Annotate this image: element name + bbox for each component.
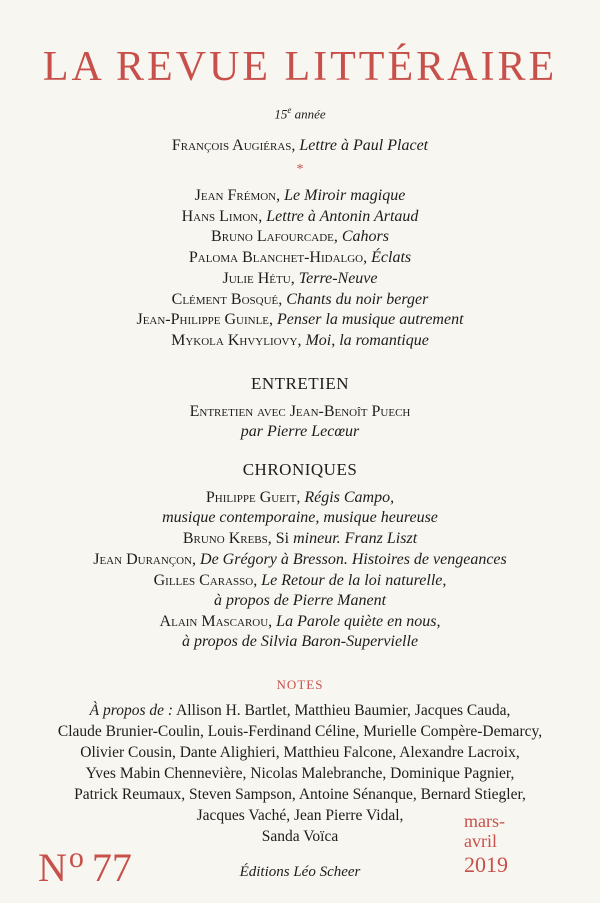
notes-line-2: Claude Brunier-Coulin, Louis-Ferdinand Céline, Murielle Compère-Demarcy, <box>57 723 543 740</box>
notes-line-4: Yves Mabin Chennevière, Nicolas Malebranche, Dominique Pagnier, <box>85 765 515 782</box>
contents-item: Mykola Khvyliovy, Moi, la romantique <box>171 331 429 349</box>
notes-line-7: Sanda Voïca <box>261 828 339 845</box>
chronique-work: mineur. Franz Liszt <box>293 530 418 547</box>
contents-author: Bruno Lafourcade <box>211 228 334 246</box>
issue-ordinal: o <box>68 841 84 874</box>
chronique-2: Bruno Krebs, Si mineur. Franz Liszt <box>182 530 418 547</box>
contents-author: Paloma Blanchet-Hidalgo <box>188 249 364 267</box>
date-year: 2019 <box>464 852 508 877</box>
chronique-4-cont: à propos de Pierre Manent <box>213 592 387 609</box>
contents-author: Jean Frémon <box>194 187 277 204</box>
publisher: Éditions Léo Scheer <box>239 864 361 880</box>
chronique-author: Alain Mascarou <box>159 613 269 630</box>
contents-author: Clément Bosqué <box>171 290 279 308</box>
contents-work: Éclats <box>371 249 412 267</box>
entretien-line-1: Entretien avec Jean-Benoît Puech <box>189 403 411 420</box>
notes-line-5: Patrick Reumaux, Steven Sampson, Antoine Sénanque, Bernard Stiegler, <box>74 786 526 803</box>
chronique-work: La Parole quiète en nous, <box>276 613 441 630</box>
date-month-1: mars- <box>464 811 505 831</box>
notes-line-1 <box>0 700 600 722</box>
notes-text: Allison H. Bartlet, Matthieu Baumier, Jacques Cauda, <box>176 702 511 719</box>
chronique-5-cont: à propos de Silvia Baron-Supervielle <box>181 633 419 650</box>
chronique-author: Bruno Krebs <box>182 530 268 547</box>
entretien-line-2: par Pierre Lecœur <box>240 423 360 440</box>
contents-author: Mykola Khvyliovy <box>171 331 298 349</box>
chronique-work: Le Retour de la loi naturelle, <box>261 572 447 589</box>
date-month-2: avril <box>464 831 497 851</box>
chronique-work: De Grégory à Bresson. Histoires de vengeances <box>200 551 507 568</box>
contents-work: Lettre à Antonin Artaud <box>266 207 419 225</box>
notes-line-3: Olivier Cousin, Dante Alighieri, Matthieu Falcone, Alexandre Lacroix, <box>80 744 520 761</box>
featured-entry: François Augiéras, Lettre à Paul Placet <box>171 137 429 154</box>
chronique-3: Jean Durançon, De Grégory à Bresson. Histoires de vengeances <box>93 551 507 568</box>
featured-work: Lettre à Paul Placet <box>299 137 429 154</box>
chronique-author: Gilles Carasso <box>153 572 254 589</box>
contents-work: Le Miroir magique <box>284 187 406 204</box>
contents-work: Chants du noir berger <box>286 290 429 308</box>
contents-item: Jean-Philippe Guinle, Penser la musique autrement <box>136 311 464 329</box>
chronique-5: Alain Mascarou, La Parole quiète en nous, <box>159 613 441 630</box>
contents-item: Clément Bosqué, Chants du noir berger <box>171 290 429 308</box>
separator-asterisk: * <box>296 162 304 177</box>
chronique-author: Philippe Gueit <box>205 489 297 506</box>
contents-work: Terre-Neuve <box>298 269 378 287</box>
chronique-author: Jean Durançon <box>93 551 193 568</box>
contents-work: Cahors <box>341 228 389 246</box>
chronique-1: Philippe Gueit, Régis Campo, <box>205 489 395 506</box>
contents-work: Penser la musique autrement <box>277 311 464 329</box>
issue-prefix: N <box>38 845 67 890</box>
issue-value: 77 <box>91 845 132 890</box>
contents-author: Jean-Philippe Guinle <box>136 311 270 329</box>
featured-author: François Augiéras <box>171 137 292 154</box>
chroniques-heading: CHRONIQUES <box>242 460 358 479</box>
contents-item: Paloma Blanchet-Hidalgo, Éclats <box>188 249 412 267</box>
contents-item: Julie Hétu, Terre-Neuve <box>222 269 378 287</box>
chronique-work: Régis Campo, <box>304 489 395 506</box>
notes-heading: NOTES <box>276 677 324 692</box>
contents-work: Moi, la romantique <box>305 331 429 349</box>
contents-item: Bruno Lafourcade, Cahors <box>211 228 389 246</box>
chronique-4: Gilles Carasso, Le Retour de la loi naturelle, <box>153 572 447 589</box>
contents-item: Jean Frémon, Le Miroir magique <box>194 187 406 204</box>
contents-item: Hans Limon, Lettre à Antonin Artaud <box>181 207 419 225</box>
contents-author: Julie Hétu <box>222 269 291 287</box>
chronique-1-cont: musique contemporaine, musique heureuse <box>162 509 438 526</box>
year-label: 15e année <box>274 105 326 122</box>
issue-date <box>464 811 508 879</box>
notes-intro: À propos de : <box>89 702 174 719</box>
contents-author: Hans Limon <box>181 207 259 225</box>
notes-line-6: Jacques Vaché, Jean Pierre Vidal, <box>196 807 404 824</box>
magazine-title: LA REVUE LITTÉRAIRE <box>42 44 558 90</box>
chronique-work-roman: Si <box>275 530 290 547</box>
entretien-heading: ENTRETIEN <box>251 374 349 393</box>
